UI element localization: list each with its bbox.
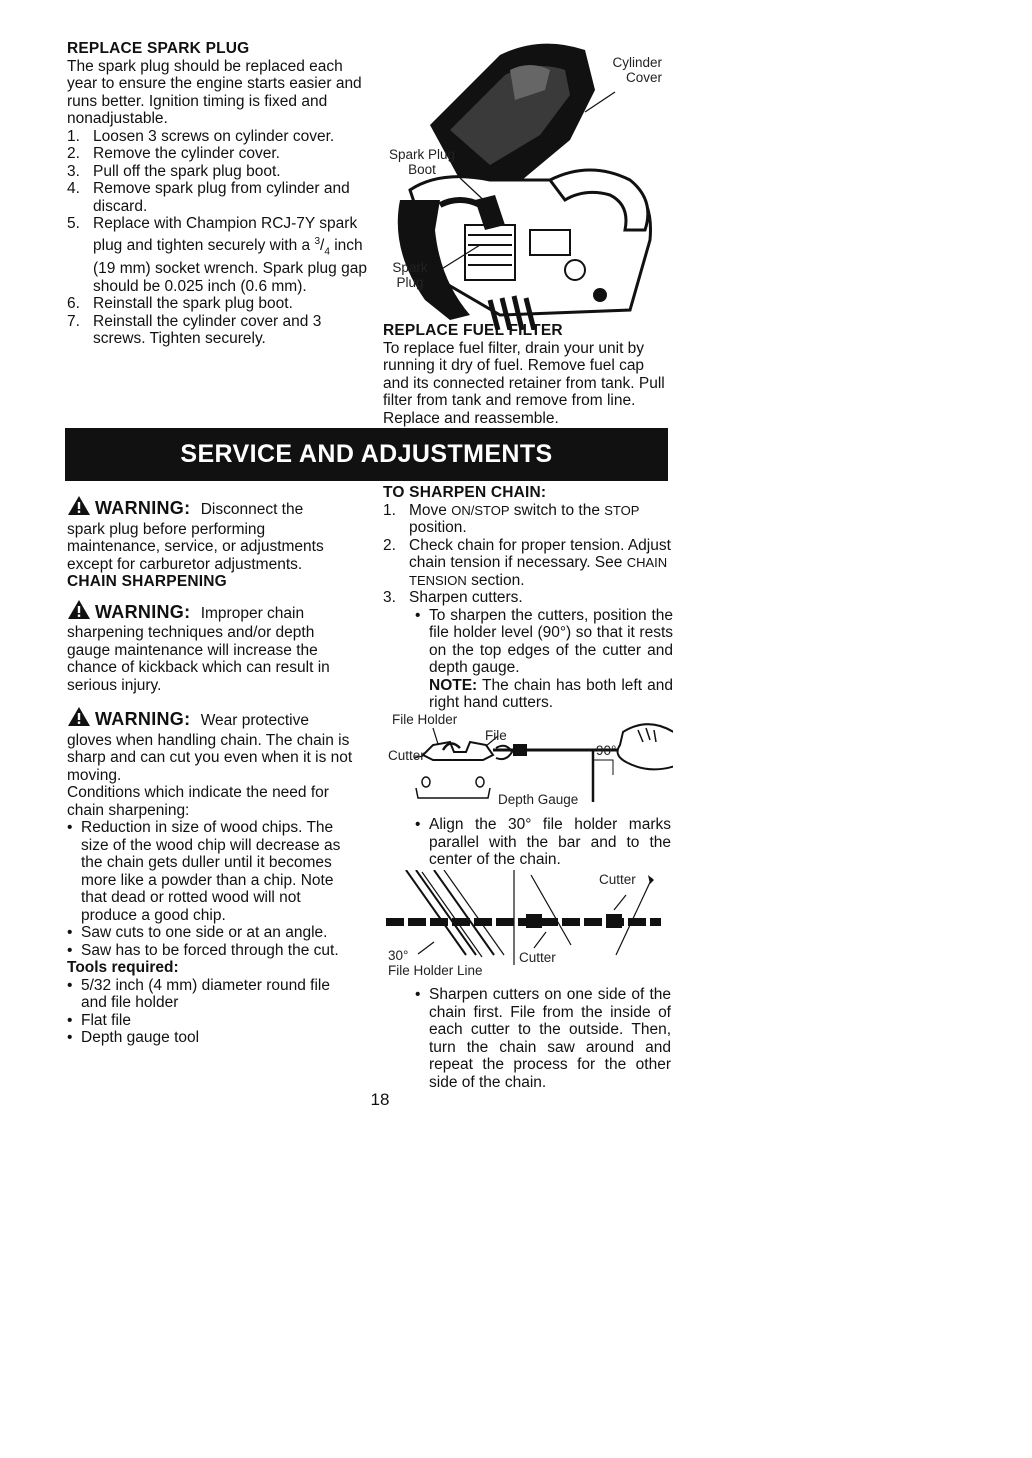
warning-label: WARNING: bbox=[95, 498, 191, 518]
align-bullet bbox=[415, 816, 671, 869]
sharpen-side-bullet bbox=[415, 986, 671, 1091]
warning-triangle-icon bbox=[67, 706, 91, 732]
list-item: • Saw cuts to one side or at an angle. bbox=[67, 924, 357, 942]
chain-sharpening-heading: CHAIN SHARPENING bbox=[67, 573, 227, 590]
list-item: • Align the 30° file holder marks parallel with the bar and to the center of the chain. bbox=[415, 816, 671, 869]
warning-body: sharpening techniques and/or depth gauge maintenance will increase the chance of kickback which can result in serious injury. bbox=[67, 624, 330, 694]
fuel-filter-section bbox=[383, 322, 673, 427]
warning-lead: Disconnect the bbox=[200, 501, 304, 518]
sharpen-heading: TO SHARPEN CHAIN: bbox=[383, 484, 547, 501]
left-column bbox=[67, 495, 357, 1047]
conditions-intro: Conditions which indicate the need for chain sharpening: bbox=[67, 784, 329, 819]
chain-figure bbox=[386, 870, 676, 980]
file-label: File bbox=[485, 728, 507, 743]
step-item: 3. Sharpen cutters. bbox=[383, 589, 523, 606]
list-item: • Reduction in size of wood chips. The size of the wood chip will decrease as the chain gets duller until it becomes more like a powder than a chip. Note that dead or rotted wood will not produce a good chip. bbox=[67, 819, 357, 924]
spark-plug-intro: The spark plug should be replaced each year to ensure the engine starts easier and runs better. Ignition timing is fixed and nonadjustable. bbox=[67, 57, 362, 127]
sharpen-side-list bbox=[415, 986, 671, 1091]
spark-plug-section bbox=[67, 40, 367, 348]
fuel-filter-heading: REPLACE FUEL FILTER bbox=[383, 322, 563, 339]
tools-heading: Tools required: bbox=[67, 959, 179, 976]
align-bullet-list bbox=[415, 816, 671, 869]
list-item: • Sharpen cutters on one side of the chain first. File from the inside of each cutter to the outside. Then, turn the chain saw around and repeat the process for the other side of the chain. bbox=[415, 986, 671, 1091]
spark-plug-steps bbox=[67, 128, 367, 348]
page-number: 18 bbox=[370, 1090, 390, 1109]
note bbox=[429, 677, 673, 712]
step-item: 2. Check chain for proper tension. Adjust chain tension if necessary. See CHAIN TENSION section. bbox=[383, 536, 671, 589]
list-item: • To sharpen the cutters, position the file holder level (90°) so that it rests on the top edges of the cutter and depth gauge. bbox=[415, 607, 673, 677]
conditions-list bbox=[67, 819, 357, 959]
warning-lead: Wear protective bbox=[200, 712, 309, 729]
spark-plug-heading: REPLACE SPARK PLUG bbox=[67, 40, 250, 57]
list-item: • Depth gauge tool bbox=[67, 1029, 357, 1047]
warning-block bbox=[67, 599, 357, 695]
warning-body: spark plug before performing maintenance, service, or adjustments except for carburetor adjustments. bbox=[67, 520, 324, 573]
cutter-bottom-label: Cutter bbox=[519, 950, 556, 965]
note-text: The chain has both left and right hand cutters. bbox=[429, 676, 673, 711]
step-item: 1. Move ON/STOP switch to the STOP position. bbox=[383, 501, 640, 536]
step-item: 7. Reinstall the cylinder cover and 3 screws. Tighten securely. bbox=[67, 312, 322, 348]
step-item: 4. Remove spark plug from cylinder and discard. bbox=[67, 180, 350, 215]
warning-triangle-icon bbox=[67, 599, 91, 625]
fuel-filter-text: To replace fuel filter, drain your unit by running it dry of fuel. Remove fuel cap and its connected retainer from tank. Pull filter from tank and remove from line. Replace and reassemble. bbox=[383, 339, 665, 427]
list-item: • Flat file bbox=[67, 1012, 357, 1030]
spark-plug-label: Spark Plug bbox=[392, 260, 428, 290]
sharpen-steps bbox=[383, 502, 673, 607]
depth-gauge-label: Depth Gauge bbox=[498, 792, 579, 807]
step-item: 2. Remove the cylinder cover. bbox=[67, 145, 280, 162]
warning-triangle-icon bbox=[67, 495, 91, 521]
section-banner: SERVICE AND ADJUSTMENTS bbox=[65, 428, 668, 481]
sharpen-bullet-list bbox=[415, 607, 673, 677]
list-item: • 5/32 inch (4 mm) diameter round file and file holder bbox=[67, 977, 357, 1012]
step-item: 1. Loosen 3 screws on cylinder cover. bbox=[67, 127, 335, 145]
engine-illustration bbox=[380, 30, 670, 330]
warning-block bbox=[67, 706, 357, 784]
angle-90-label: 90° bbox=[596, 743, 617, 758]
step-item: 3. Pull off the spark plug boot. bbox=[67, 162, 281, 180]
cutter-label: Cutter bbox=[388, 748, 425, 763]
note-label: NOTE: bbox=[429, 676, 478, 694]
list-item: • Saw has to be forced through the cut. bbox=[67, 942, 357, 960]
spark-plug-boot-label: Spark Plug Boot bbox=[388, 147, 456, 177]
step-item: 6. Reinstall the spark plug boot. bbox=[67, 295, 293, 313]
warning-block bbox=[67, 495, 357, 573]
file-holder-line-label: File Holder Line bbox=[388, 963, 483, 978]
warning-body: gloves when handling chain. The chain is sharp and can cut you even when it is not moving. bbox=[67, 731, 353, 784]
file-holder-label: File Holder bbox=[392, 712, 458, 727]
file-holder-figure bbox=[388, 710, 673, 810]
angle-30-label: 30° bbox=[388, 948, 409, 963]
warning-label: WARNING: bbox=[95, 601, 191, 622]
sharpen-section bbox=[383, 484, 673, 712]
warning-lead: Improper chain bbox=[200, 604, 305, 622]
cylinder-cover-label: Cylinder Cover bbox=[612, 55, 662, 85]
cutter-top-label: Cutter bbox=[599, 872, 636, 887]
step-item: 5. Replace with Champion RCJ-7Y spark plug and tighten securely with a $^3/_4$ inch (19 mm) socket wrench. Spark plug gap should be 0.025 inch (0.6 mm). bbox=[67, 215, 367, 295]
tools-list bbox=[67, 977, 357, 1047]
warning-label: WARNING: bbox=[95, 709, 191, 729]
